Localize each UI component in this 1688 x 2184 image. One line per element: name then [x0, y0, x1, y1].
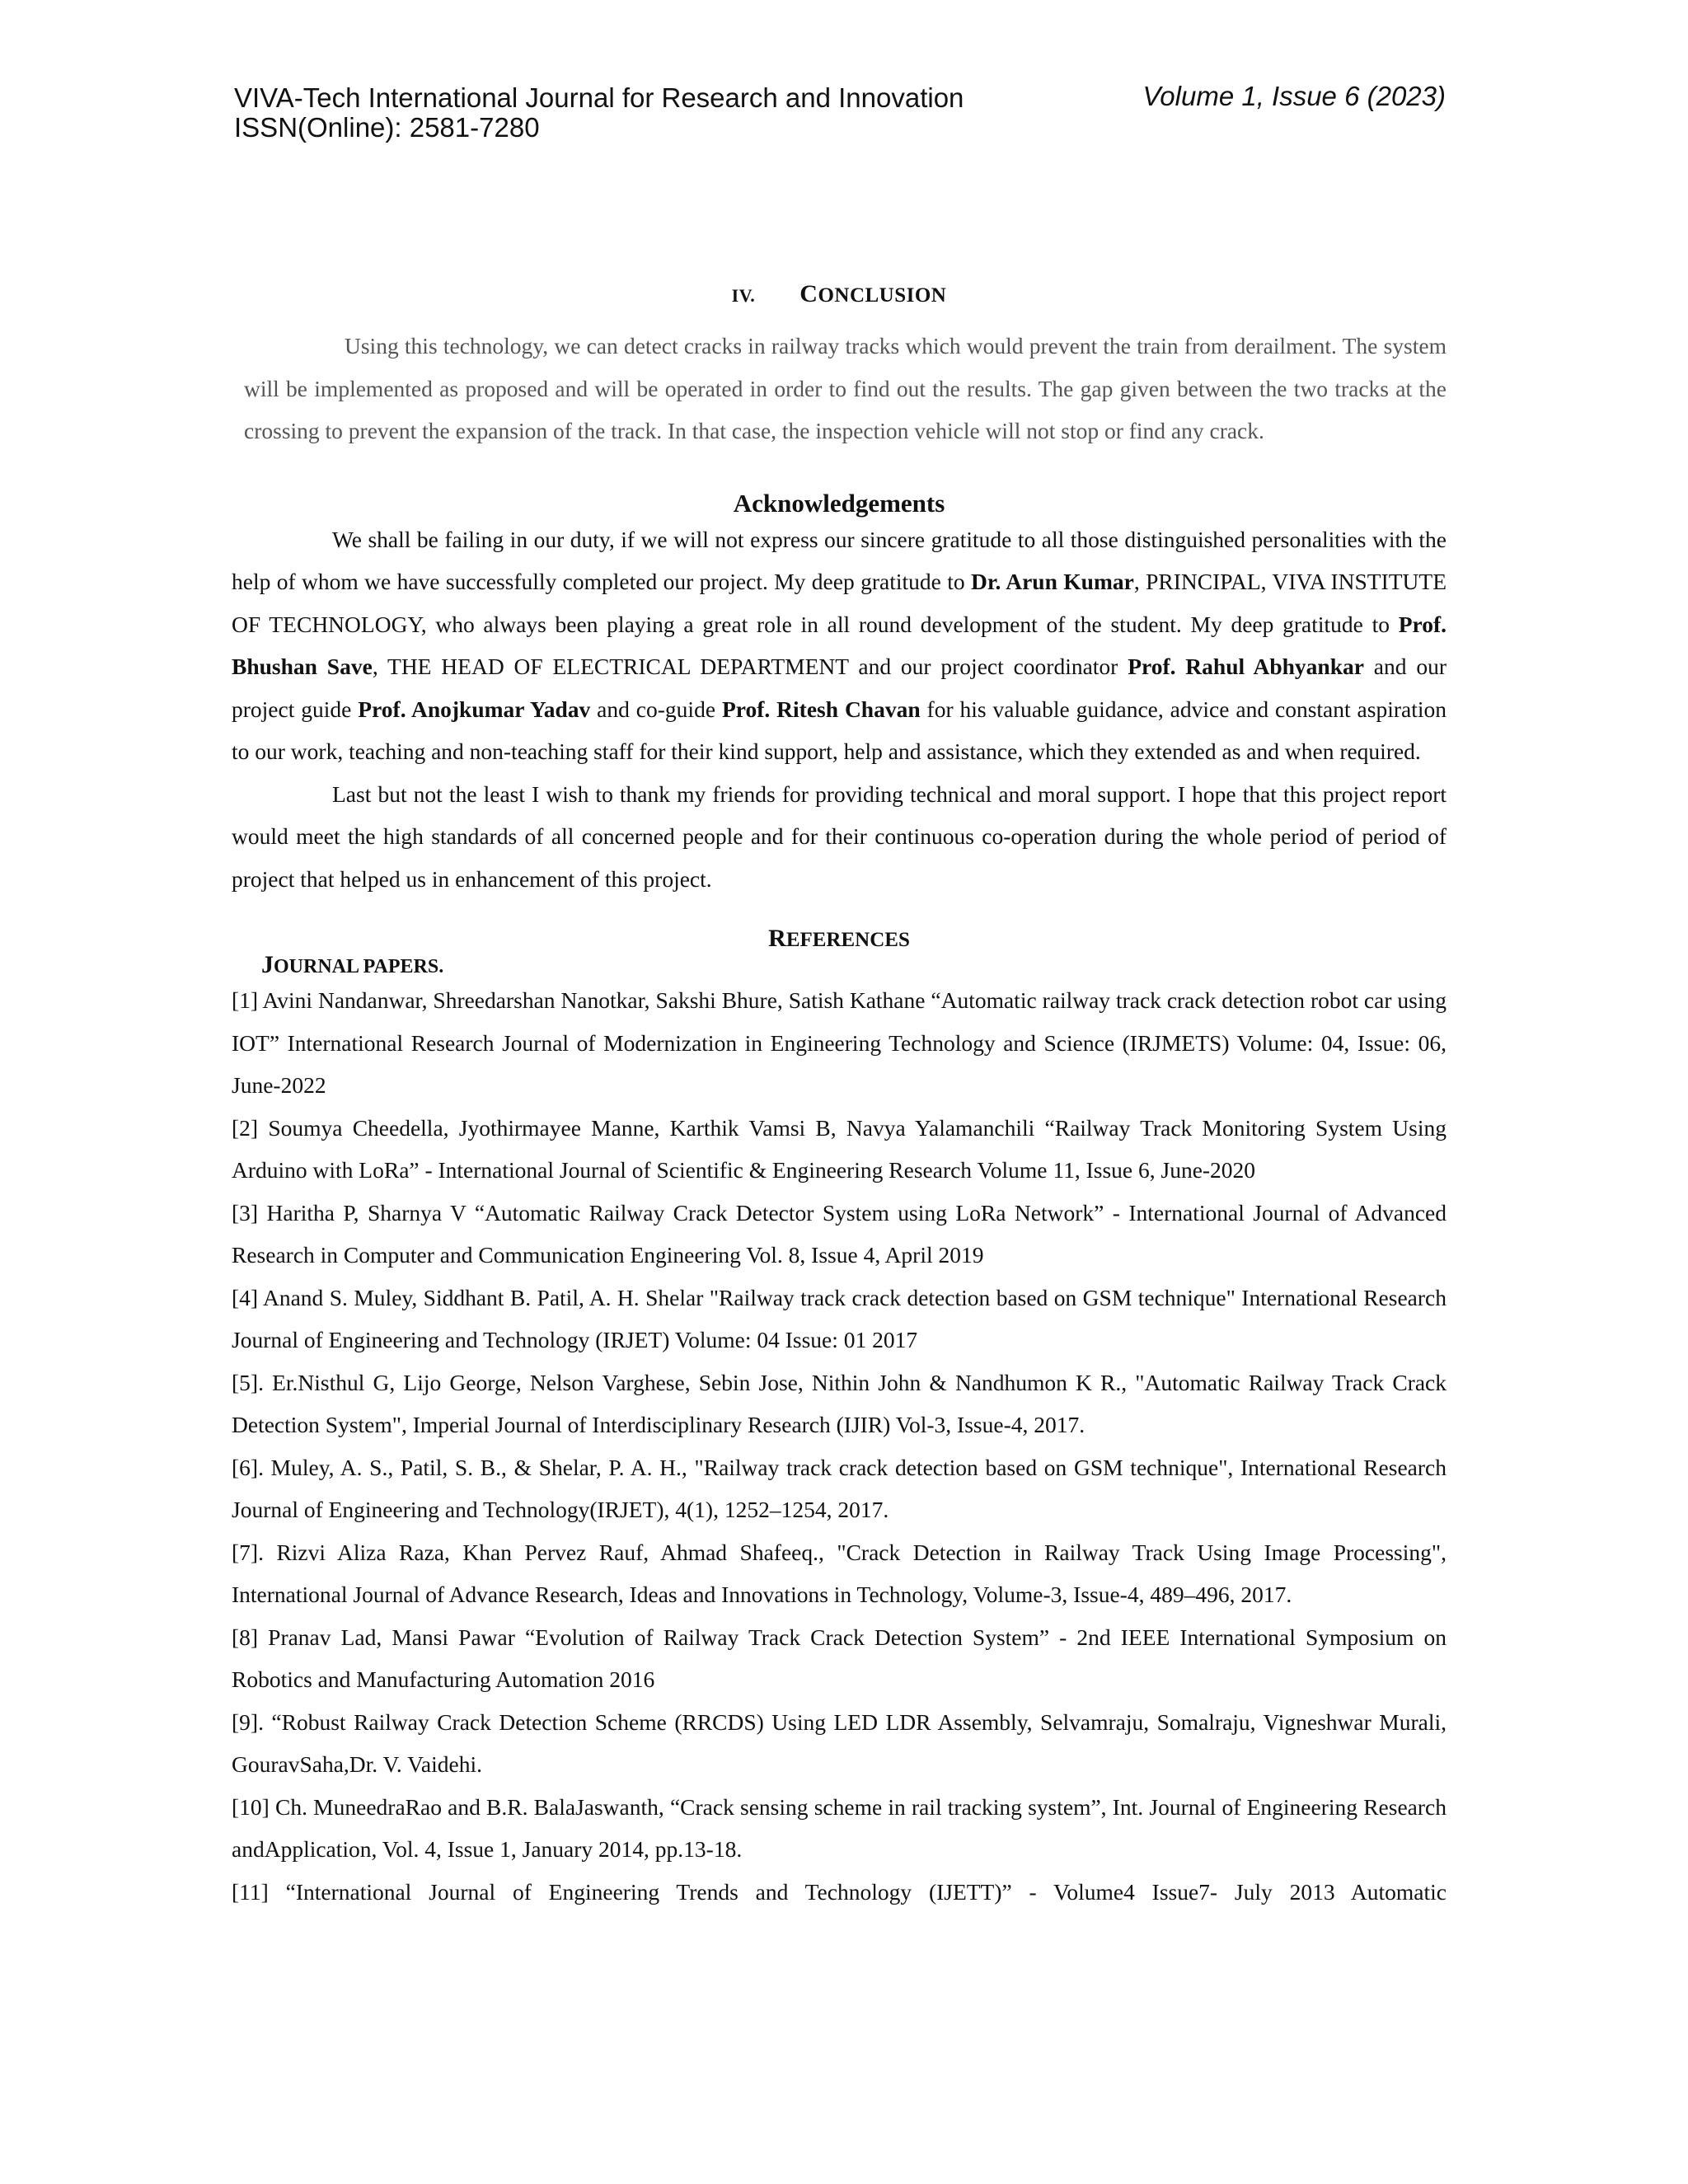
- running-header: [234, 83, 964, 143]
- conclusion-text: Using this technology, we can detect cracks in railway tracks which would prevent the train from derailment. The system will be implemented as proposed and will be operated in order to find out the results. The gap given between the two tracks at the crossing to prevent the expansion of the track. In that case, the inspection vehicle will not stop or find any crack.: [244, 333, 1447, 443]
- reference-item: [1] Avini Nandanwar, Shreedarshan Nanotkar, Sakshi Bhure, Satish Kathane “Automatic railway track crack detection robot car using IOT” International Research Journal of Modernization in Engineering Technology and Science (IRJMETS) Volume: 04, Issue: 06, June-2022: [232, 987, 1447, 1098]
- reference-item: [11] “International Journal of Engineering Trends and Technology (IJETT)” - Volume4 Issue7- July 2013 Automatic: [232, 1878, 1447, 1905]
- person-name: Dr. Arun Kumar: [970, 569, 1134, 594]
- reference-item: [6]. Muley, A. S., Patil, S. B., & Shelar, P. A. H., "Railway track crack detection based on GSM technique", International Research Journal of Engineering and Technology(IRJET), 4(1), 1252–1254, 2017.: [232, 1454, 1447, 1522]
- body-content: [232, 280, 1447, 1913]
- section-number: IV.: [731, 285, 756, 306]
- acknowledgements-heading: Acknowledgements: [733, 488, 945, 518]
- person-name: Prof. Bhushan Save: [232, 611, 1447, 679]
- reference-item: [4] Anand S. Muley, Siddhant B. Patil, A. H. Shelar "Railway track crack detection based on GSM technique" International Research Journal of Engineering and Technology (IRJET) Volume: 04 Issue: 01 2017: [232, 1284, 1447, 1352]
- reference-item: [5]. Er.Nisthul G, Lijo George, Nelson Varghese, Sebin Jose, Nithin John & Nandhumon K R., "Automatic Railway Track Crack Detection System", Imperial Journal of Interdisciplinary Research (IJIR) Vol-3, Issue-4, 2017.: [232, 1369, 1447, 1437]
- reference-item: [8] Pranav Lad, Mansi Pawar “Evolution of Railway Track Crack Detection System” - 2nd IEEE International Symposium on Robotics and Manufacturing Automation 2016: [232, 1624, 1447, 1692]
- person-name: Prof. Ritesh Chavan: [721, 696, 921, 722]
- references-heading: REFERENCES: [768, 925, 910, 952]
- reference-item: [2] Soumya Cheedella, Jyothirmayee Manne, Karthik Vamsi B, Navya Yalamanchili “Railway Track Monitoring System Using Arduino with LoRa” - International Journal of Scientific & Engineering Research Volume 11, Issue 6, June-2020: [232, 1114, 1447, 1183]
- reference-item: [9]. “Robust Railway Crack Detection Scheme (RRCDS) Using LED LDR Assembly, Selvamraju, Somalraju, Vigneshwar Murali, GouravSaha,Dr. V. Vaidehi.: [232, 1708, 1447, 1777]
- reference-item: [3] Haritha P, Sharnya V “Automatic Railway Crack Detector System using LoRa Network” - International Journal of Advanced Research in Computer and Communication Engineering Vol. 8, Issue 4, April 2019: [232, 1199, 1447, 1268]
- journal-name: VIVA-Tech International Journal for Research and Innovation: [234, 82, 964, 113]
- issn: ISSN(Online): 2581-7280: [234, 112, 540, 143]
- journal-papers-subheading: JOURNAL PAPERS.: [261, 951, 444, 978]
- acknowledgements-paragraph-1: We shall be failing in our duty, if we will not express our sincere gratitude to all those distinguished personalities with the help of whom we have successfully completed our project. My deep gratitude to Dr. Arun Kumar, PRINCIPAL, VIVA INSTITUTE OF TECHNOLOGY, who always been playing a great role in all round development of the student. My deep gratitude to Prof. Bhushan Save, THE HEAD OF ELECTRICAL DEPARTMENT and our project coordinator Prof. Rahul Abhyankar and our project guide Prof. Anojkumar Yadav and co-guide Prof. Ritesh Chavan for his valuable guidance, advice and constant aspiration to our work, teaching and non-teaching staff for their kind support, help and assistance, which they extended as and when required.: [232, 526, 1447, 764]
- person-name: Prof. Anojkumar Yadav: [358, 696, 591, 722]
- person-name: Prof. Rahul Abhyankar: [1128, 654, 1364, 679]
- reference-item: [10] Ch. MuneedraRao and B.R. BalaJaswanth, “Crack sensing scheme in rail tracking system”, Int. Journal of Engineering Research andApplication, Vol. 4, Issue 1, January 2014, pp.13-18.: [232, 1793, 1447, 1862]
- volume-issue: Volume 1, Issue 6 (2023): [1142, 81, 1446, 111]
- reference-item: [7]. Rizvi Aliza Raza, Khan Pervez Rauf, Ahmad Shafeeq., "Crack Detection in Railway Track Using Image Processing", International Journal of Advance Research, Ideas and Innovations in Technology, Volume-3, Issue-4, 489–496, 2017.: [232, 1539, 1447, 1607]
- acknowledgements-paragraph-2: Last but not the least I wish to thank my friends for providing technical and moral support. I hope that this project report would meet the high standards of all concerned people and for their continuous co-operation during the whole period of period of project that helped us in enhancement of this project.: [232, 780, 1447, 892]
- conclusion-heading: IV. CONCLUSION: [731, 280, 947, 307]
